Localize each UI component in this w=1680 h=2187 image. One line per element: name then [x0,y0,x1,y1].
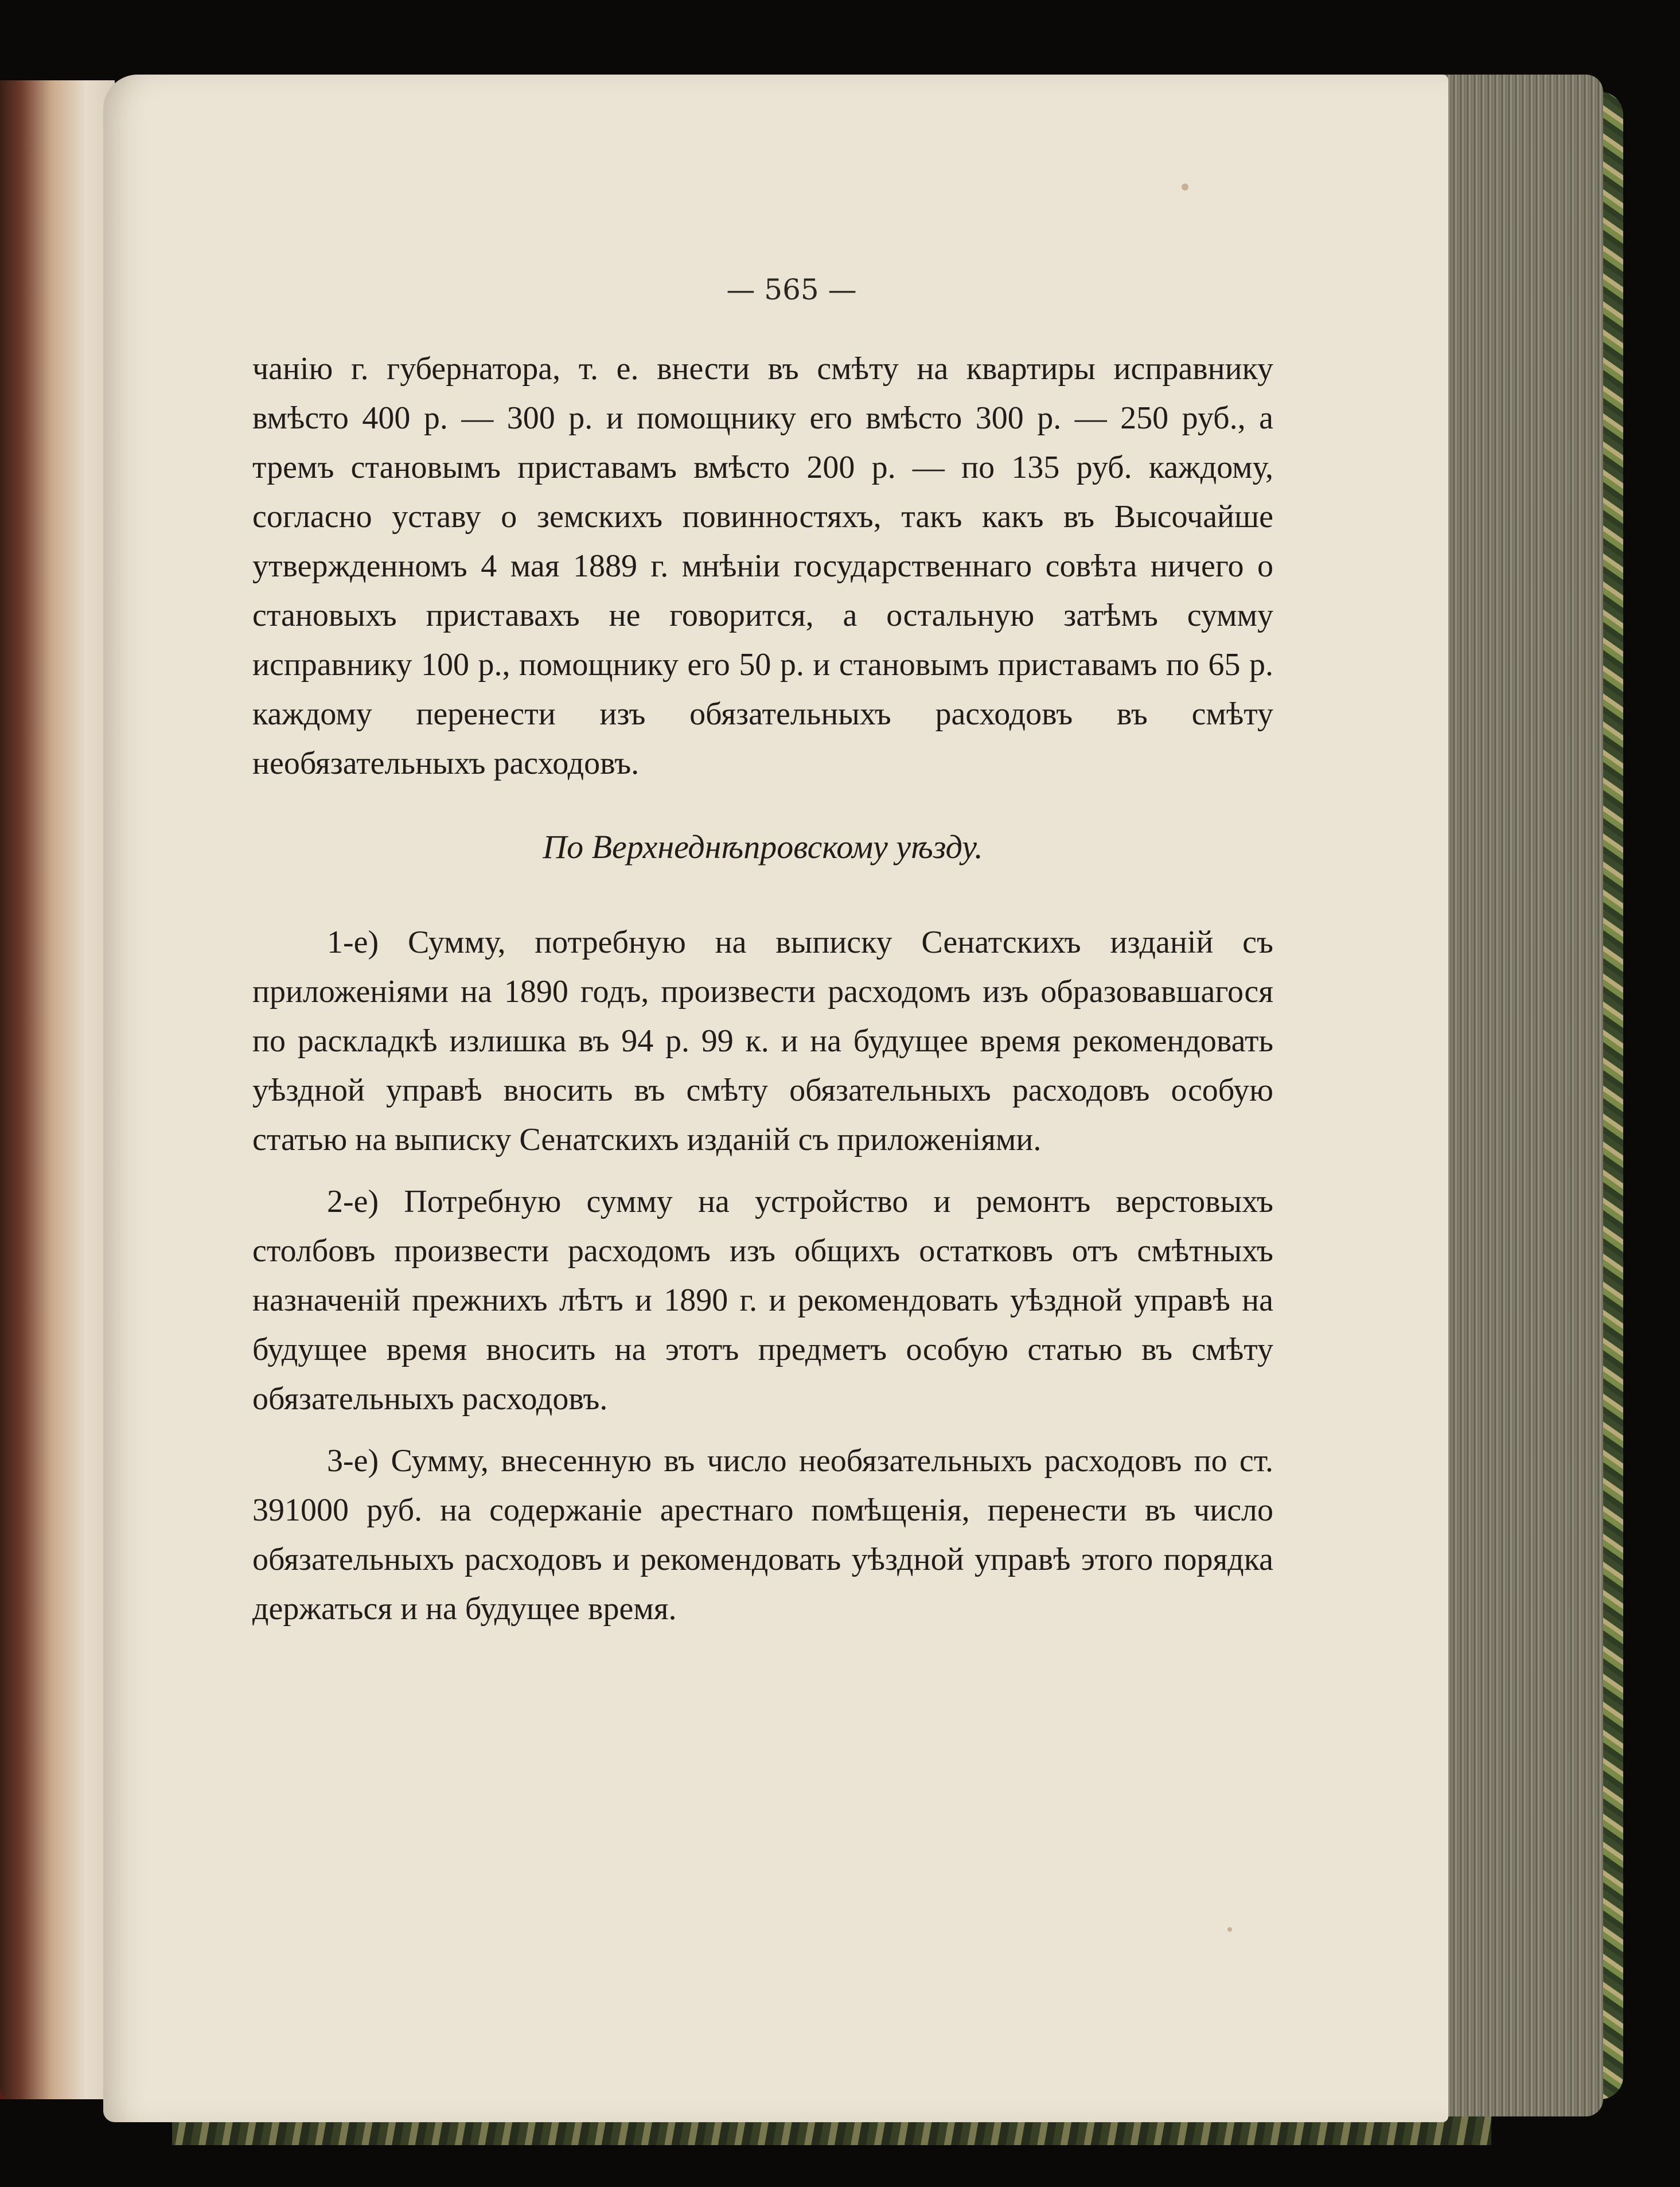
list-item-3: 3-е) Сумму, внесенную въ число необязательныхъ расходовъ по ст. 391000 руб. на содержаніе арестнаго помѣщенія, перенести въ число обязательныхъ расходовъ и рекомендовать уѣздной управѣ этого порядка держаться и на будущее время. [252,1443,1273,1627]
list-item-1: 1-е) Сумму, потребную на выписку Сенатскихъ изданій съ приложеніями на 1890 годъ, произвести расходомъ изъ образовавшагося по раскладкѣ излишка въ 94 р. 99 к. и на будущее время рекомендовать уѣздной управѣ вносить въ смѣту обязательныхъ расходовъ особую статью на выписку Сенатскихъ изданій съ приложеніями. [252,925,1273,1157]
paper-spot [1227,1927,1232,1932]
page-body [252,344,1273,1634]
page-fore-edge [1437,75,1603,2116]
paper-spot [1182,184,1188,190]
book-page [103,75,1448,2122]
list-item-2: 2-е) Потребную сумму на устройство и ремонтъ верстовыхъ столбовъ произвести расходомъ изъ общихъ остатковъ отъ смѣтныхъ назначеній прежнихъ лѣтъ и 1890 г. и рекомендовать уѣздной управѣ на будущее время вносить на этотъ предметъ особую статью въ смѣту обязательныхъ расходовъ. [252,1184,1273,1417]
paragraph-continuation: чанію г. губернатора, т. е. внести въ смѣту на квартиры исправнику вмѣсто 400 р. — 300 р. и помощнику его вмѣсто 300 р. — 250 руб., а тремъ становымъ приставамъ вмѣсто 200 р. — по 135 руб. каждому, согласно уставу о земскихъ повинностяхъ, такъ какъ въ Высочайше утвержденномъ 4 мая 1889 г. мнѣніи государственнаго совѣта ничего о становыхъ приставахъ не говорится, а остальную затѣмъ сумму исправнику 100 р., помощнику его 50 р. и становымъ приставамъ по 65 р. каждому перенести изъ обязательныхъ расходовъ въ смѣту необязательныхъ расходовъ. [252,351,1273,781]
section-heading: По Верхнеднѣпровскому уѣзду. [543,828,983,866]
previous-page-edge [0,80,115,2099]
page-number: — 565 — [726,273,857,306]
